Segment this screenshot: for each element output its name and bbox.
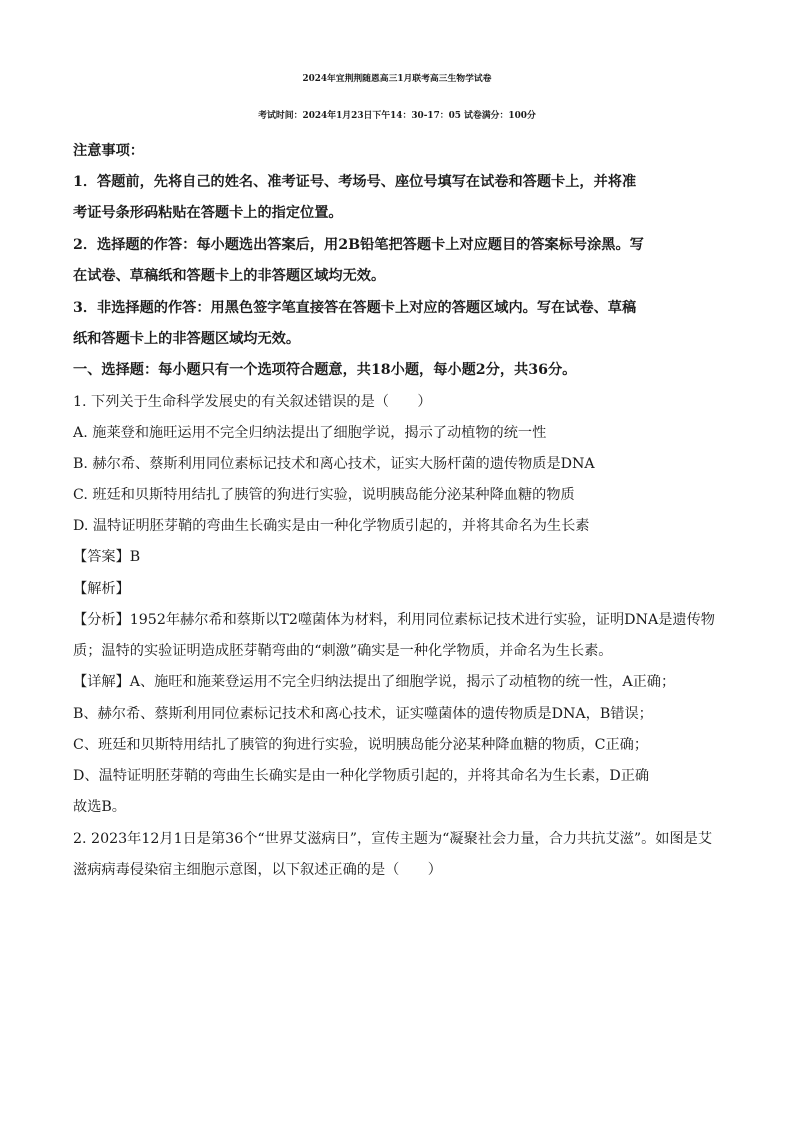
question-1-detail-line-2: B、赫尔希、蔡斯利用同位素标记技术和离心技术，证实噬菌体的遗传物质是DNA，B错误； <box>73 706 653 722</box>
question-1-analysis-line-1: 【分析】1952年赫尔希和蔡斯以T2噬菌体为材料，利用同位素标记技术进行实验，证明DNA是遗传物 <box>73 612 715 628</box>
question-1-stem: 1. 下列关于生命科学发展史的有关叙述错误的是（ ） <box>73 394 432 410</box>
question-1-detail-line-4: D、温特证明胚芽鞘的弯曲生长确实是由一种化学物质引起的，并将其命名为生长素，D正确 <box>73 768 650 784</box>
question-1-detail-line-1: 【详解】A、施旺和施莱登运用不完全归纳法提出了细胞学说，揭示了动植物的统一性，A正确； <box>73 674 676 690</box>
notice-item-2-line-2: 在试卷、草稿纸和答题卡上的非答题区域均无效。 <box>73 268 386 284</box>
question-1-analysis-line-2: 质；温特的实验证明造成胚芽鞘弯曲的“刺激”确实是一种化学物质，并命名为生长素。 <box>73 643 613 659</box>
section-heading: 一、选择题：每小题只有一个选项符合题意，共18小题，每小题2分，共36分。 <box>73 362 577 378</box>
question-1-answer: 【答案】B <box>73 549 141 565</box>
question-1-option-c: C. 班廷和贝斯特用结扎了胰管的狗进行实验，说明胰岛能分泌某种降血糖的物质 <box>73 487 575 503</box>
page-title: 2024年宜荆荆随恩高三1月联考高三生物学试卷 <box>302 74 492 84</box>
notice-item-3-line-2: 纸和答题卡上的非答题区域均无效。 <box>73 331 301 347</box>
question-1-conclusion: 故选B。 <box>73 799 126 815</box>
notice-item-1-line-2: 考证号条形码粘贴在答题卡上的指定位置。 <box>73 205 343 221</box>
notice-item-1-line-1: 1．答题前，先将自己的姓名、准考证号、考场号、座位号填写在试卷和答题卡上，并将准 <box>73 174 637 190</box>
question-1-analysis-heading: 【解析】 <box>73 581 130 597</box>
question-1-option-a: A. 施莱登和施旺运用不完全归纳法提出了细胞学说，揭示了动植物的统一性 <box>73 425 547 441</box>
question-2-line-1: 2. 2023年12月1日是第36个“世界艾滋病日”，宣传主题为“凝聚社会力量，合力共抗艾滋”。如图是艾 <box>73 831 713 847</box>
exam-info: 考试时间：2024年1月23日下午14：30-17：05 试卷满分：100分 <box>258 111 536 121</box>
question-1-option-b: B. 赫尔希、蔡斯利用同位素标记技术和离心技术，证实大肠杆菌的遗传物质是DNA <box>73 456 595 472</box>
question-2-line-2: 滋病病毒侵染宿主细胞示意图，以下叙述正确的是（ ） <box>73 862 442 878</box>
question-1-detail-line-3: C、班廷和贝斯特用结扎了胰管的狗进行实验，说明胰岛能分泌某种降血糖的物质，C正确； <box>73 737 649 753</box>
notice-item-3-line-1: 3．非选择题的作答：用黑色签字笔直接答在答题卡上对应的答题区域内。写在试卷、草稿 <box>73 300 637 316</box>
question-1-option-d: D. 温特证明胚芽鞘的弯曲生长确实是由一种化学物质引起的，并将其命名为生长素 <box>73 518 590 534</box>
notice-heading: 注意事项： <box>73 143 144 159</box>
notice-item-2-line-1: 2．选择题的作答：每小题选出答案后，用2B铅笔把答题卡上对应题目的答案标号涂黑。写 <box>73 237 644 253</box>
